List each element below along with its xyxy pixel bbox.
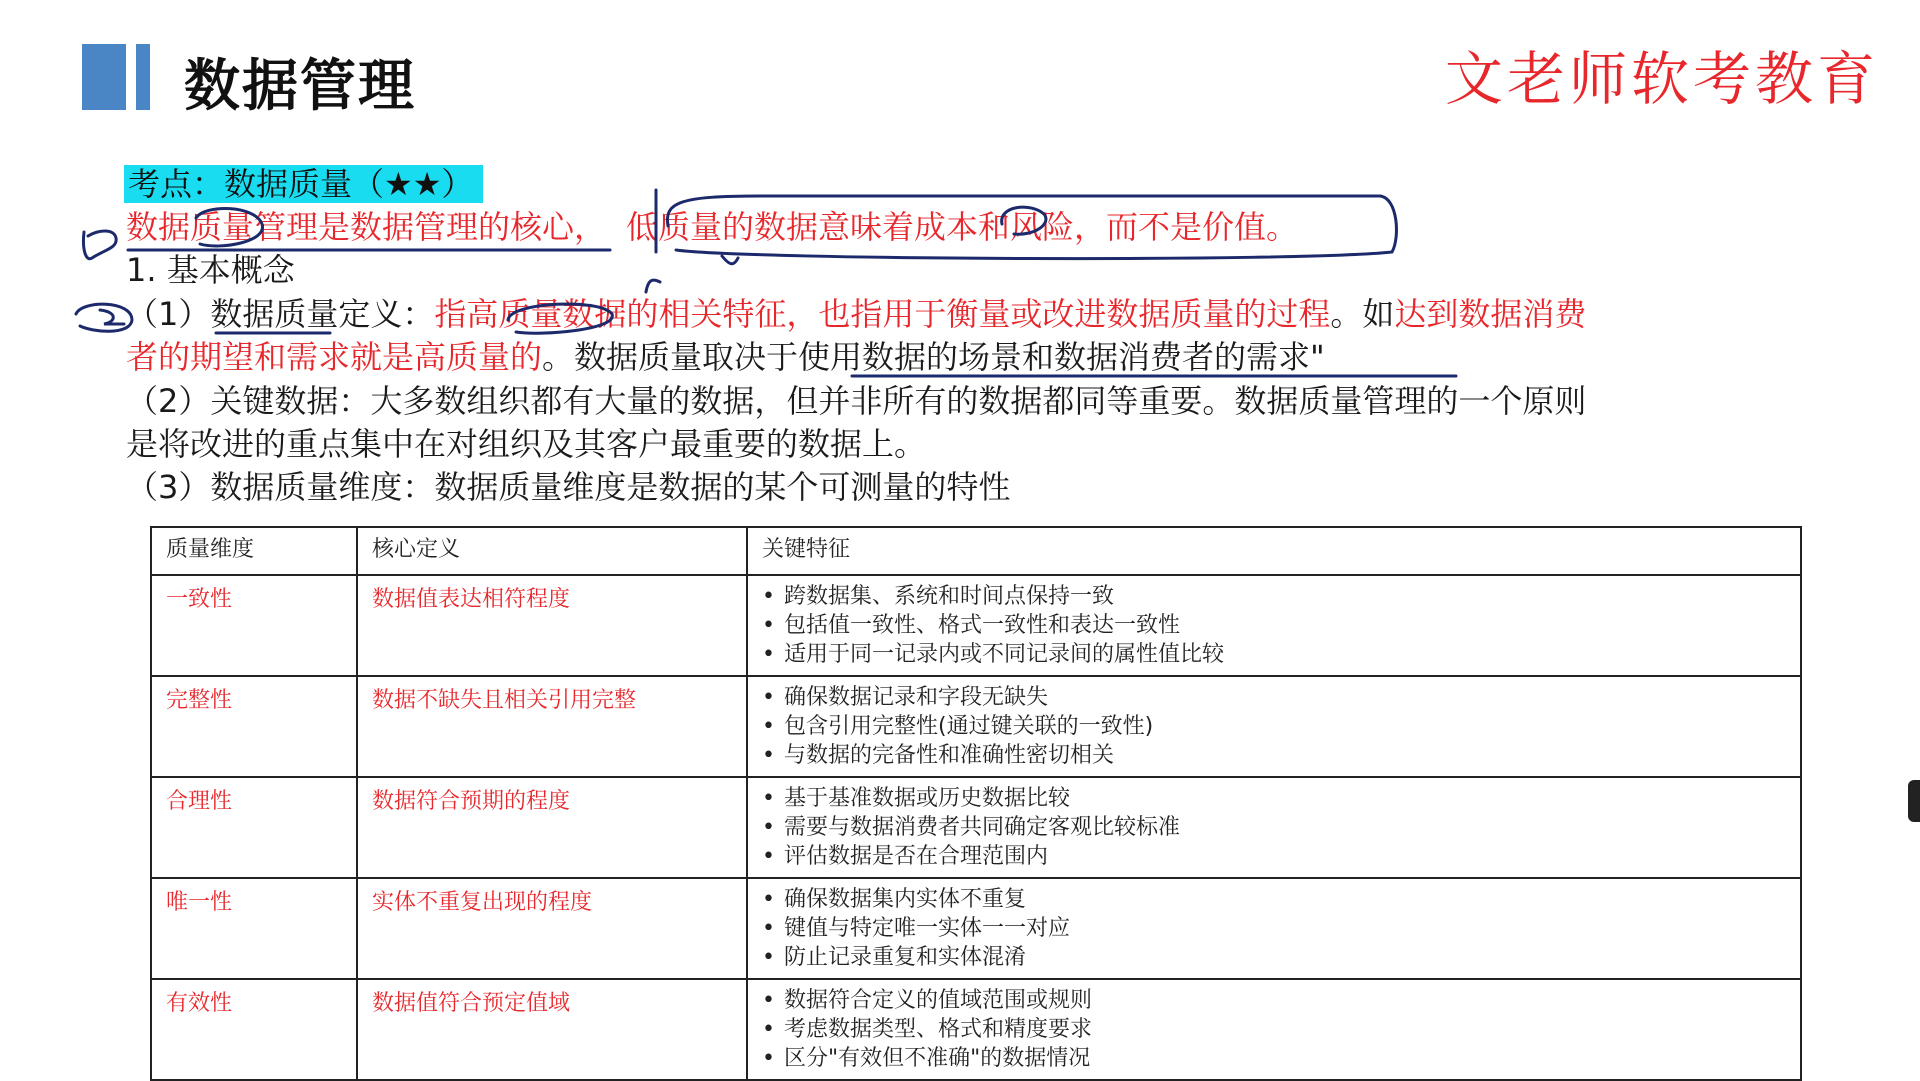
feature-item: • 考虑数据类型、格式和精度要求 [762, 1015, 1786, 1044]
feature-item: • 跨数据集、系统和时间点保持一致 [762, 582, 1786, 611]
dimension-cell: 完整性 [151, 676, 357, 777]
features-cell [747, 878, 1801, 979]
table-row [151, 979, 1801, 1080]
feature-item: • 数据符合定义的值域范围或规则 [762, 986, 1786, 1015]
definition-scenario: 。数据质量取决于使用数据的场景和数据消费者的需求" [542, 338, 1325, 376]
definition-line-2 [126, 337, 1325, 377]
feature-item: • 包含引用完整性(通过键关联的一致性) [762, 712, 1786, 741]
header-definition: 核心定义 [357, 527, 747, 575]
definition-connector: 。如 [1330, 295, 1395, 333]
quality-dimension-table [150, 526, 1802, 1081]
annotation-mark-1 [83, 231, 116, 259]
feature-item: • 适用于同一记录内或不同记录间的属性值比较 [762, 640, 1786, 669]
table-row [151, 676, 1801, 777]
features-cell [747, 676, 1801, 777]
features-cell [747, 777, 1801, 878]
scroll-handle[interactable] [1908, 780, 1920, 822]
intro-cost-statement: 低质量的数据意味着成本和风险，而不是价值。 [626, 208, 1299, 246]
page-title: 数据管理 [184, 54, 416, 119]
feature-item: • 区分"有效但不准确"的数据情况 [762, 1044, 1786, 1073]
dimension-cell: 合理性 [151, 777, 357, 878]
annotation-hook [646, 280, 660, 292]
intro-line [126, 207, 1298, 247]
brand-logo-text: 文老师软考教育 [1445, 45, 1880, 113]
features-cell [747, 979, 1801, 1080]
dimension-cell: 唯一性 [151, 878, 357, 979]
feature-item: • 评估数据是否在合理范围内 [762, 842, 1786, 871]
dimension-cell: 一致性 [151, 575, 357, 676]
definition-cell: 数据值符合预定值域 [357, 979, 747, 1080]
feature-item: • 确保数据集内实体不重复 [762, 885, 1786, 914]
feature-item: • 需要与数据消费者共同确定客观比较标准 [762, 813, 1786, 842]
title-accent-bars [82, 44, 154, 110]
annotation-mark-2 [76, 304, 132, 331]
feature-item: • 防止记录重复和实体混淆 [762, 943, 1786, 972]
table-row [151, 777, 1801, 878]
features-cell [747, 575, 1801, 676]
definition-cell: 数据值表达相符程度 [357, 575, 747, 676]
basic-concept-heading: 1. 基本概念 [126, 251, 295, 289]
feature-item: • 确保数据记录和字段无缺失 [762, 683, 1786, 712]
definition-text: 指高质量数据的相关特征，也指用于衡量或改进数据质量的过程 [434, 295, 1331, 333]
feature-item: • 包括值一致性、格式一致性和表达一致性 [762, 611, 1786, 640]
table-row [151, 575, 1801, 676]
annotation-tail [722, 256, 738, 264]
feature-item: • 键值与特定唯一实体一一对应 [762, 914, 1786, 943]
definition-cell: 数据不缺失且相关引用完整 [357, 676, 747, 777]
definition-cell: 实体不重复出现的程度 [357, 878, 747, 979]
intro-core-statement: 数据质量管理是数据管理的核心， [126, 208, 607, 246]
definition-cell: 数据符合预期的程度 [357, 777, 747, 878]
definition-consumer-end: 者的期望和需求就是高质量的 [126, 338, 543, 376]
definition-line-1 [126, 294, 1586, 334]
dimension-line: （3）数据质量维度：数据质量维度是数据的某个可测量的特性 [126, 468, 1011, 506]
definition-label: （1）数据质量定义： [126, 295, 435, 333]
header-features: 关键特征 [747, 527, 1801, 575]
dimension-cell: 有效性 [151, 979, 357, 1080]
feature-item: • 基于基准数据或历史数据比较 [762, 784, 1786, 813]
key-data-line-1: （2）关键数据：大多数组织都有大量的数据，但并非所有的数据都同等重要。数据质量管理的一个原则 [126, 382, 1587, 420]
title-accent-bar-narrow [136, 44, 150, 110]
table-header-row [151, 527, 1801, 575]
definition-consumer-start: 达到数据消费 [1394, 295, 1587, 333]
table-row [151, 878, 1801, 979]
feature-item: • 与数据的完备性和准确性密切相关 [762, 741, 1786, 770]
key-data-line-2: 是将改进的重点集中在对组织及其客户最重要的数据上。 [126, 425, 927, 463]
title-accent-bar-wide [82, 44, 126, 110]
header-dimension: 质量维度 [151, 527, 357, 575]
topic-tag: 考点：数据质量（★★） [124, 165, 483, 203]
